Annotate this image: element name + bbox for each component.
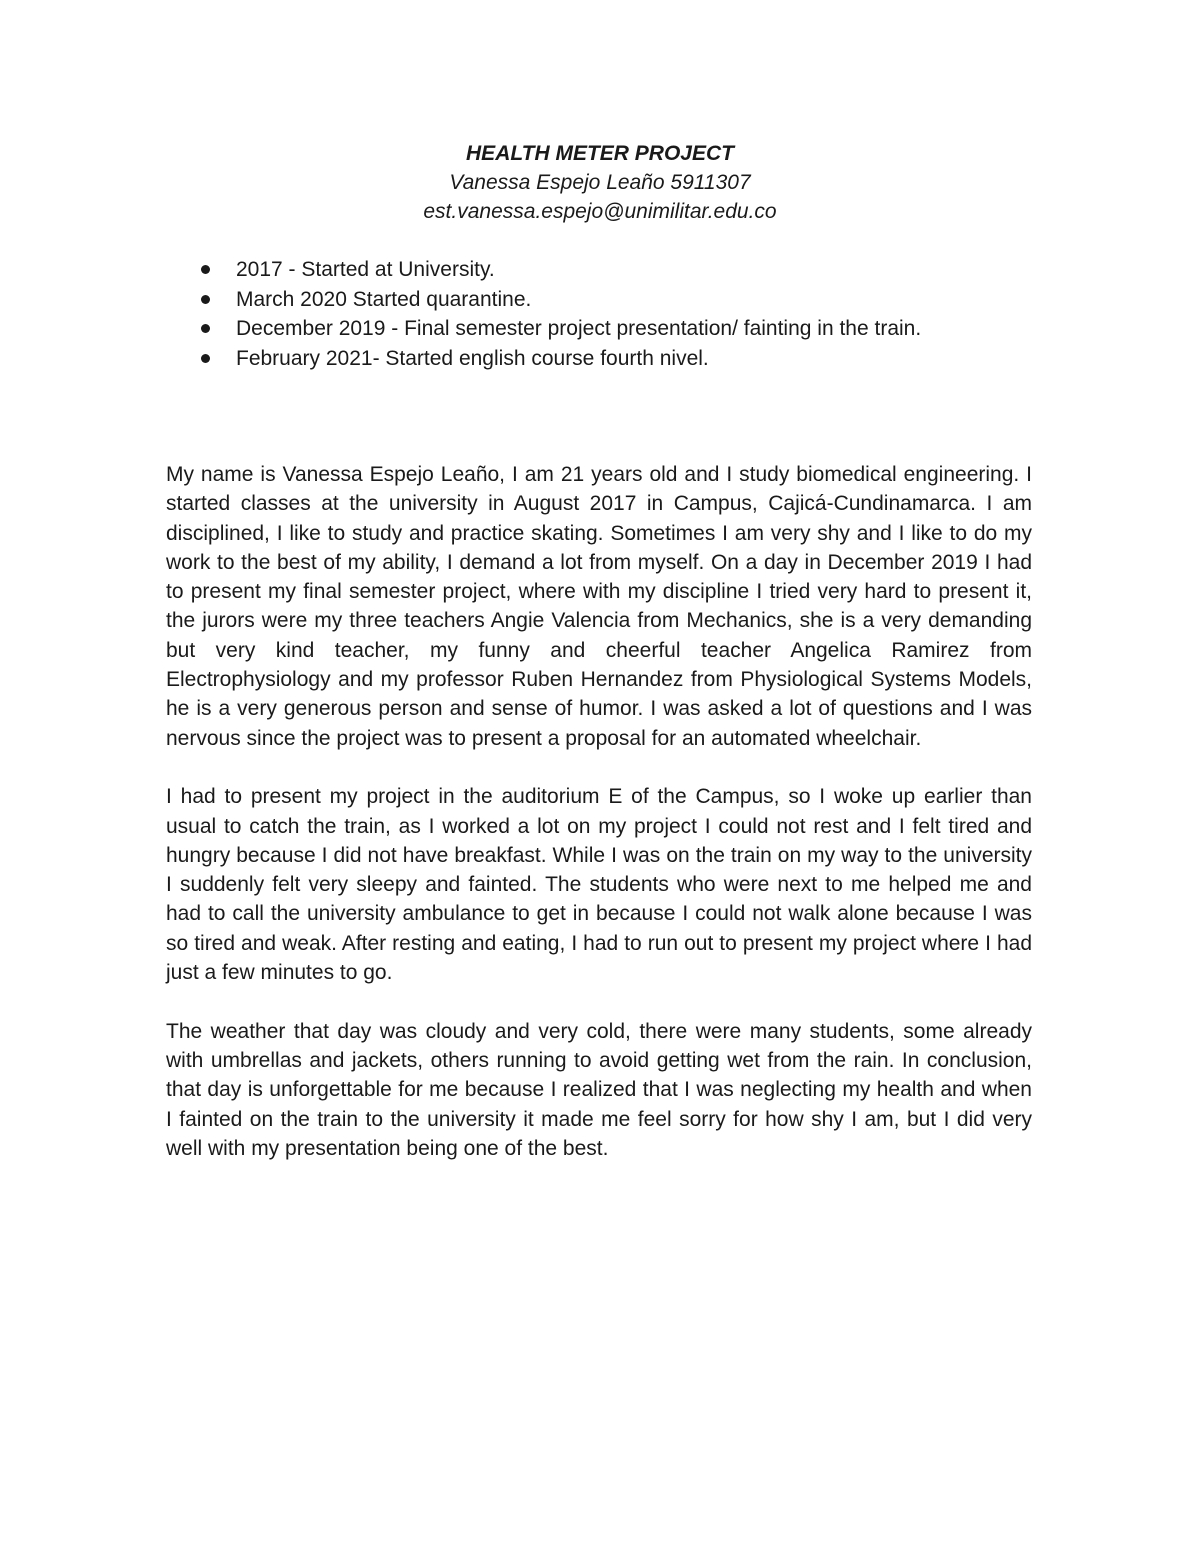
bullet-icon (201, 265, 210, 274)
list-item-text: December 2019 - Final semester project presentation/ fainting in the train. (236, 317, 922, 340)
bullet-icon (201, 354, 210, 363)
list-item (195, 255, 921, 285)
bullet-icon (201, 324, 210, 333)
bullet-icon (201, 295, 210, 304)
paragraph-fainting: I had to present my project in the auditorium E of the Campus, so I woke up earlier than usual to catch the train, as I worked a lot on my project I could not rest and I felt tired and hungry because I did not have breakfast. While I was on the train on my way to the university I suddenly felt very sleepy and fainted. The students who were next to me helped me and had to call the university ambulance to get in because I could not walk alone because I was so tired and weak. After resting and eating, I had to run out to present my project where I had just a few minutes to go. (166, 785, 1032, 985)
document-body (166, 460, 1032, 1192)
list-item-text: February 2021- Started english course fourth nivel. (236, 346, 709, 370)
list-item (195, 344, 921, 374)
list-item-text: March 2020 Started quarantine. (236, 287, 532, 311)
paragraph-intro: My name is Vanessa Espejo Leaño, I am 21 years old and I study biomedical engineering. I started classes at the university in August 2017 in Campus, Cajicá-Cundinamarca. I am disciplined, I like to study and practice skating. Sometimes I am very shy and I like to do my work to the best of my ability, I demand a lot from myself. On a day in December 2019 I had to present my final semester project, where with my discipline I tried very hard to present it, the jurors were my three teachers Angie Valencia from Mechanics, she is a very demanding but very kind teacher, my funny and cheerful teacher Angelica Ramirez from Electrophysiology and my professor Ruben Hernandez from Physiological Systems Models, he is a very generous person and sense of humor. I was asked a lot of questions and I was nervous since the project was to present a proposal for an automated wheelchair. (166, 463, 1032, 750)
document-title: HEALTH METER PROJECT (466, 142, 734, 165)
timeline-list (195, 255, 921, 373)
author-line: Vanessa Espejo Leaño 5911307 (449, 171, 751, 194)
list-item (195, 285, 921, 315)
list-item (195, 314, 921, 344)
paragraph-conclusion: The weather that day was cloudy and very cold, there were many students, some already with umbrellas and jackets, others running to avoid getting wet from the rain. In conclusion, that day is unforgettable for me because I realized that I was neglecting my health and when I fainted on the train to the university it made me feel sorry for how shy I am, but I did very well with my presentation being one of the best. (166, 1019, 1032, 1160)
list-item-text: 2017 - Started at University. (236, 258, 495, 281)
document-header (0, 139, 1200, 226)
author-email: est.vanessa.espejo@unimilitar.edu.co (423, 200, 777, 223)
